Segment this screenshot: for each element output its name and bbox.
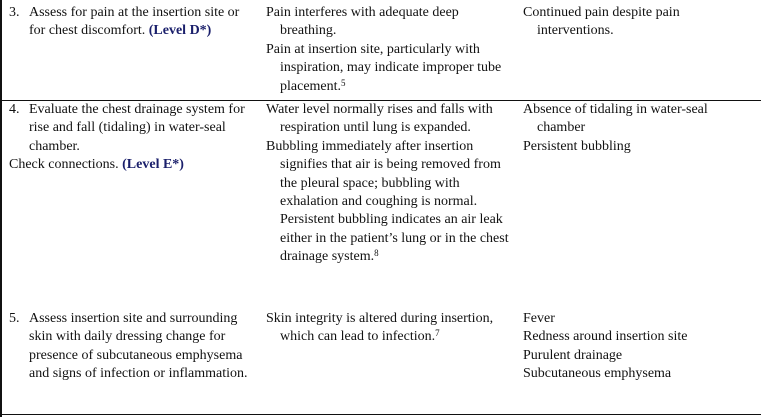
action-text: [9, 4, 259, 41]
rationale-cell: [266, 310, 511, 347]
rationale-item: [266, 101, 511, 138]
rationale-item: [266, 310, 511, 347]
table-row: [0, 101, 761, 307]
table-bottom-rule: [0, 414, 761, 415]
rationale-text: Water level normally rises and falls with respiration until lung is expanded.: [266, 102, 493, 136]
rationale-item: [266, 138, 511, 267]
report-item: Persistent bubbling: [523, 138, 631, 154]
rationale-text: Bubbling immediately after insertion signifies that air is being removed from the pleural space; bubbling with exhalation and coughing is normal. Persistent bubbling indicates an air leak either in the patient’s lung or in the chest drainage system.: [266, 138, 509, 265]
reference-number: 8: [374, 248, 379, 259]
report-cell: [523, 310, 755, 384]
rationale-item: [266, 41, 511, 96]
action-description: Assess for pain at the insertion site or for chest discomfort.: [29, 5, 240, 39]
report-item: Redness around insertion site: [523, 329, 688, 345]
action-cell: [9, 4, 259, 41]
step-number: 5.: [9, 311, 20, 326]
evidence-level: (Level E*): [122, 157, 184, 173]
table-row: [0, 4, 761, 101]
reference-number: 5: [341, 77, 346, 88]
report-item: Purulent drainage: [523, 347, 623, 363]
extra-action-text: Check connections.: [9, 157, 119, 173]
rationale-cell: [266, 4, 511, 96]
report-cell: [523, 4, 755, 41]
evidence-level: (Level D*): [148, 23, 212, 39]
table-row: [0, 310, 761, 410]
rationale-text: Pain at insertion site, particularly with inspiration, may indicate improper tube placement.: [266, 41, 502, 94]
rationale-text: Pain interferes with adequate deep breathing.: [266, 5, 459, 39]
step-number: 3.: [9, 5, 20, 20]
reference-number: 7: [435, 328, 440, 339]
action-text: [9, 310, 259, 384]
action-cell: [9, 101, 259, 175]
step-number: 4.: [9, 102, 20, 117]
rationale-cell: [266, 101, 511, 267]
action-description: Evaluate the chest drainage system for rise and fall (tidaling) in water-seal chamber.: [29, 102, 245, 154]
report-item: Continued pain despite pain interventions.: [523, 5, 680, 39]
action-text: [9, 101, 259, 156]
rationale-text: Skin integrity is altered during insertion, which can lead to infection.: [266, 311, 494, 345]
report-item: Absence of tidaling in water-seal chamber: [523, 102, 708, 136]
action-cell: [9, 310, 259, 384]
report-cell: [523, 101, 755, 156]
rationale-item: [266, 4, 511, 41]
action-extra: [9, 156, 259, 174]
report-item: Fever: [523, 311, 555, 326]
report-item: Subcutaneous emphysema: [523, 366, 672, 382]
action-description: Assess insertion site and surrounding skin with daily dressing change for presence of subcutaneous emphysema and signs of infection or inflammation.: [29, 311, 248, 382]
